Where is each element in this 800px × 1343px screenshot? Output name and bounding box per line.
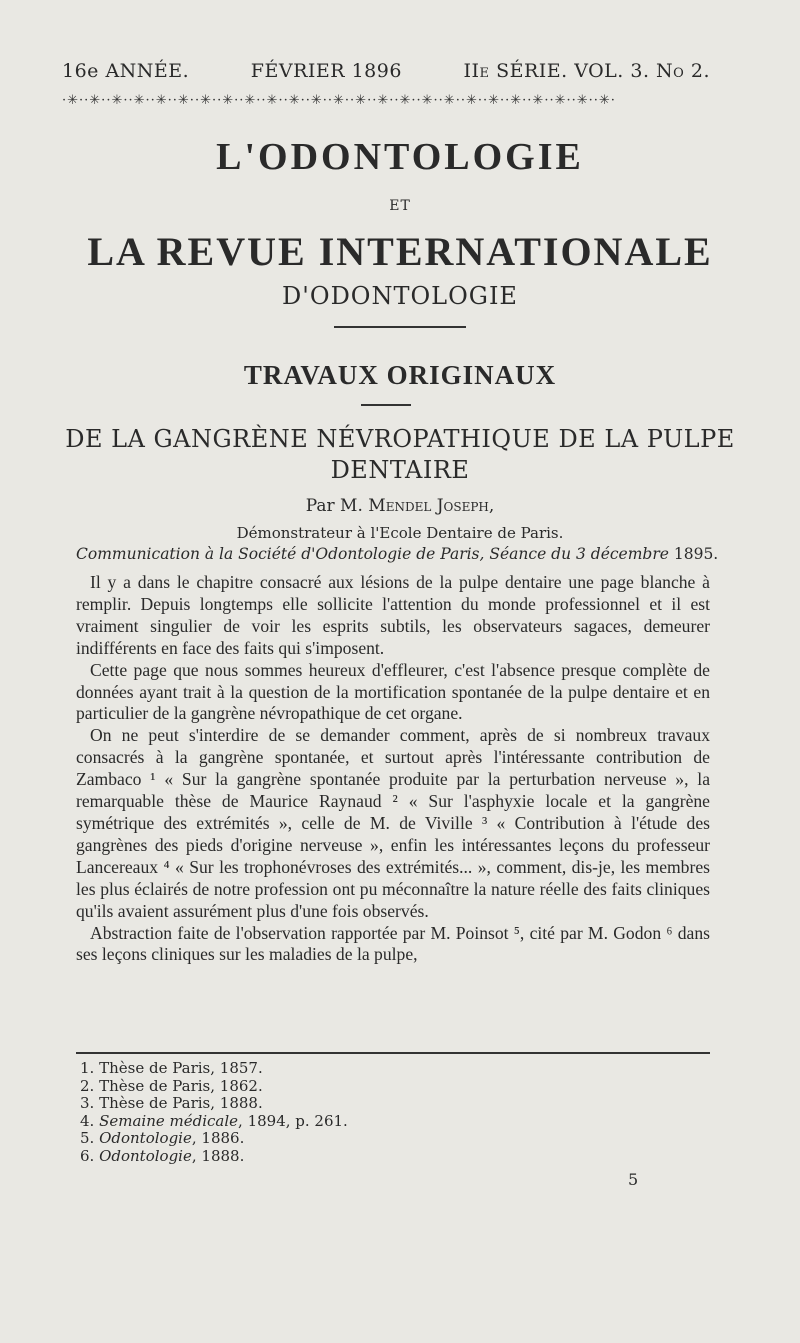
footnote-item: 6. Odontologie, 1888. <box>80 1146 245 1165</box>
header-series: IIe SÉRIE. VOL. 3. No 2. <box>463 60 710 82</box>
paragraph: Cette page que nous sommes heureux d'effleurer, c'est l'absence presque complète de données ayant trait à la question de la mortification spontanée de la pulpe dentaire et en particulier de la gangrène névropathique de cet organe. <box>76 659 710 724</box>
article-author <box>0 496 800 516</box>
page-number: 5 <box>628 1170 639 1189</box>
header-date: FÉVRIER 1896 <box>250 60 402 82</box>
article-body <box>76 572 710 966</box>
author-affiliation: Démonstrateur à l'Ecole Dentaire de Paris. <box>236 524 564 542</box>
footnote-item: 5. Odontologie, 1886. <box>80 1129 245 1147</box>
ornamental-border: ·✳··✳··✳··✳··✳··✳··✳··✳··✳··✳··✳··✳··✳··✳··✳··✳··✳··✳··✳··✳··✳··✳··✳··✳··✳· <box>62 93 616 108</box>
paragraph: On ne peut s'interdire de se demander comment, après de si nombreux travaux consacrés à la gangrène spontanée, et surtout après l'intéressante contribution de Zambaco ¹ « Sur la gangrène spontanée produite par la perturbation nerveuse », la remarquable thèse de Maurice Raynaud ² « Sur l'asphyxie locale et la gangrène symétrique des extrémités », celle de M. de Viville ³ « Contribution à l'étude des gangrènes des pieds d'origine nerveuse », enfin les intéressantes leçons du professeur Lancereaux ⁴ « Sur les trophonévroses des extrémités... », comment, dis-je, les membres les plus éclairés de notre profession ont pu méconnaître la nature réelle des faits cliniques qu'ils avaient assurément plus d'une fois observés. <box>76 725 710 921</box>
communication-year: 1895. <box>668 545 719 563</box>
author-prefix: Par M. <box>305 496 369 516</box>
communication-note <box>76 545 719 563</box>
footnote-item: 2. Thèse de Paris, 1862. <box>80 1076 263 1095</box>
author-name: Mendel Joseph, <box>368 496 495 516</box>
divider-rule <box>334 326 466 328</box>
running-header <box>62 60 710 82</box>
article-title-line1: DE LA GANGRÈNE NÉVROPATHIQUE DE LA PULPE <box>65 425 735 453</box>
journal-conjunction: ET <box>389 198 411 214</box>
footnote-rule <box>76 1052 710 1054</box>
journal-subtitle-line2: D'ODONTOLOGIE <box>282 282 518 310</box>
journal-title: L'ODONTOLOGIE <box>216 136 584 178</box>
header-year: 16e ANNÉE. <box>62 60 190 82</box>
footnote-item: 1. Thèse de Paris, 1857. <box>80 1059 263 1077</box>
footnote-item: 3. Thèse de Paris, 1888. <box>80 1094 263 1112</box>
divider-rule-short <box>361 404 411 406</box>
paragraph: Abstraction faite de l'observation rapportée par M. Poinsot ⁵, cité par M. Godon ⁶ dans ses leçons cliniques sur les maladies de la pulpe, <box>76 922 710 965</box>
footnote-item: 4. Semaine médicale, 1894, p. 261. <box>80 1111 348 1130</box>
communication-text: Communication à la Société d'Odontologie de Paris, Séance du 3 décembre <box>76 545 669 563</box>
footnotes <box>80 1060 680 1165</box>
section-heading: TRAVAUX ORIGINAUX <box>243 360 557 390</box>
paragraph: Il y a dans le chapitre consacré aux lésions de la pulpe dentaire une page blanche à remplir. Depuis longtemps elle sollicite l'attention du monde professionnel et il est vraiment singulier de voir les esprits subtils, les observateurs sagaces, demeurer indifférents en face des faits qui s'imposent. <box>76 572 710 658</box>
article-title-line2: DENTAIRE <box>330 456 470 484</box>
journal-subtitle-line1: LA REVUE INTERNATIONALE <box>87 229 713 274</box>
